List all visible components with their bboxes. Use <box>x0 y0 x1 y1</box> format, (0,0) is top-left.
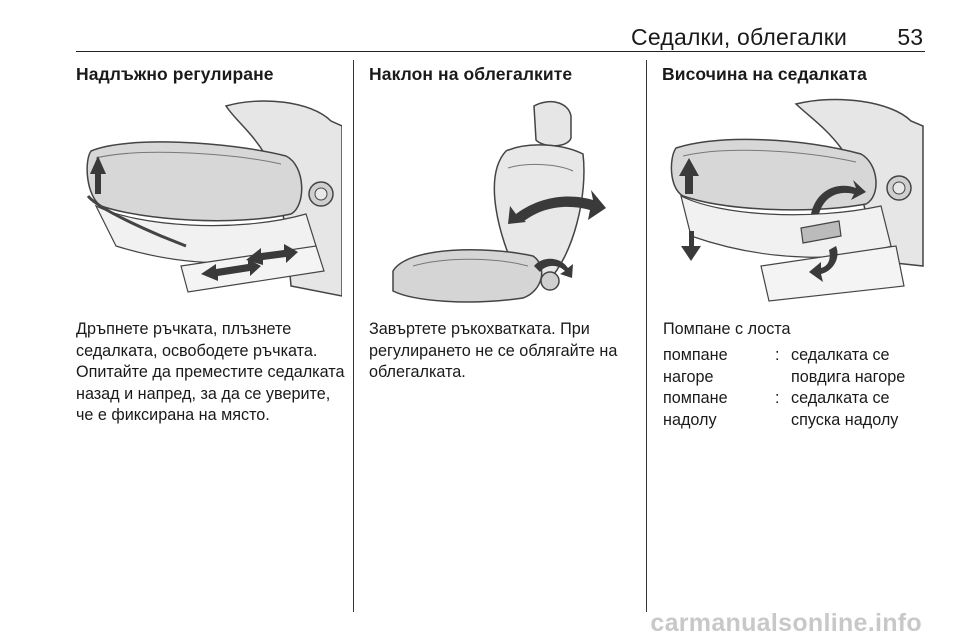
seat-height-illustration <box>661 96 927 308</box>
paragraph-line: Опитайте да преместите седалката <box>76 363 345 381</box>
list-term <box>663 345 775 388</box>
paragraph-line: Дръпнете ръчката, плъзнете <box>76 320 292 338</box>
paragraph-line: регулирането не се облягайте на <box>369 341 618 360</box>
term-line: помпане <box>663 346 728 364</box>
seat-recline-illustration <box>368 96 634 308</box>
definition-line: седалката се <box>791 346 890 364</box>
definition-line: спуска надолу <box>791 410 899 429</box>
separator: : <box>775 346 780 364</box>
pump-instruction-list <box>663 345 931 431</box>
definition-line: седалката се <box>791 389 890 407</box>
definition-line: повдига нагоре <box>791 367 906 386</box>
paragraph-line: че е фиксирана на място. <box>76 406 270 424</box>
paragraph-line: седалката, освободете ръчката. <box>76 341 318 360</box>
separator: : <box>775 389 780 407</box>
column-divider-2 <box>646 60 647 612</box>
paragraph-line: назад и напред, за да се уверите, <box>76 384 331 403</box>
section-body <box>369 319 617 384</box>
paragraph-line: облегалката. <box>369 363 466 381</box>
term-line: помпане <box>663 389 728 407</box>
header-rule <box>76 51 925 52</box>
page-number: 53 <box>897 24 923 50</box>
section-heading: Височина на седалката <box>662 64 867 84</box>
header-title: Седалки, облегалки <box>631 24 847 50</box>
list-item <box>663 388 931 431</box>
term-line: надолу <box>663 410 717 429</box>
section-heading: Наклон на облегалките <box>369 64 573 84</box>
section-intro: Помпане с лоста <box>663 320 791 338</box>
list-definition <box>791 345 931 388</box>
seat-longitudinal-illustration <box>76 96 342 308</box>
list-term <box>663 388 775 431</box>
term-line: нагоре <box>663 367 714 386</box>
column-divider-1 <box>353 60 354 612</box>
list-item <box>663 345 931 388</box>
section-body <box>76 319 345 427</box>
paragraph-line: Завъртете ръкохватката. При <box>369 320 590 338</box>
watermark: carmanualsonline.info <box>650 609 922 637</box>
section-heading: Надлъжно регулиране <box>76 64 274 84</box>
list-definition <box>791 388 931 431</box>
